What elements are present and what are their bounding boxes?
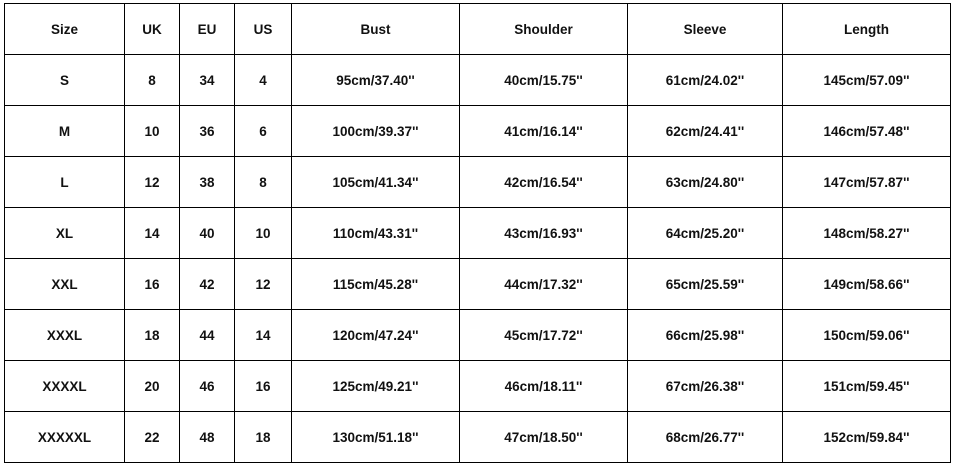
- cell-bust: 120cm/47.24'': [292, 310, 460, 361]
- cell-shoulder: 47cm/18.50'': [460, 412, 628, 463]
- cell-length: 150cm/59.06'': [783, 310, 951, 361]
- column-header-length: Length: [783, 4, 951, 55]
- table-row: [5, 106, 951, 157]
- size-chart-table: [4, 3, 951, 463]
- cell-sleeve: 62cm/24.41'': [628, 106, 783, 157]
- table-row: [5, 412, 951, 463]
- cell-size: XXXXXL: [5, 412, 125, 463]
- cell-us: 12: [235, 259, 292, 310]
- cell-sleeve: 61cm/24.02'': [628, 55, 783, 106]
- table-row: [5, 361, 951, 412]
- cell-eu: 36: [180, 106, 235, 157]
- cell-eu: 48: [180, 412, 235, 463]
- cell-sleeve: 63cm/24.80'': [628, 157, 783, 208]
- cell-shoulder: 43cm/16.93'': [460, 208, 628, 259]
- table-row: [5, 259, 951, 310]
- cell-length: 146cm/57.48'': [783, 106, 951, 157]
- cell-shoulder: 45cm/17.72'': [460, 310, 628, 361]
- cell-shoulder: 41cm/16.14'': [460, 106, 628, 157]
- cell-bust: 115cm/45.28'': [292, 259, 460, 310]
- cell-size: XXL: [5, 259, 125, 310]
- cell-bust: 95cm/37.40'': [292, 55, 460, 106]
- column-header-shoulder: Shoulder: [460, 4, 628, 55]
- cell-uk: 20: [125, 361, 180, 412]
- cell-bust: 110cm/43.31'': [292, 208, 460, 259]
- cell-shoulder: 42cm/16.54'': [460, 157, 628, 208]
- cell-uk: 8: [125, 55, 180, 106]
- column-header-us: US: [235, 4, 292, 55]
- table-header-row: [5, 4, 951, 55]
- cell-eu: 46: [180, 361, 235, 412]
- column-header-uk: UK: [125, 4, 180, 55]
- cell-bust: 105cm/41.34'': [292, 157, 460, 208]
- table-row: [5, 208, 951, 259]
- cell-uk: 12: [125, 157, 180, 208]
- cell-shoulder: 40cm/15.75'': [460, 55, 628, 106]
- cell-us: 16: [235, 361, 292, 412]
- cell-us: 10: [235, 208, 292, 259]
- cell-us: 18: [235, 412, 292, 463]
- cell-sleeve: 64cm/25.20'': [628, 208, 783, 259]
- cell-length: 145cm/57.09'': [783, 55, 951, 106]
- cell-eu: 34: [180, 55, 235, 106]
- table-row: [5, 55, 951, 106]
- table-header: [5, 4, 951, 55]
- cell-eu: 44: [180, 310, 235, 361]
- cell-sleeve: 67cm/26.38'': [628, 361, 783, 412]
- cell-size: S: [5, 55, 125, 106]
- cell-length: 151cm/59.45'': [783, 361, 951, 412]
- cell-us: 14: [235, 310, 292, 361]
- table-row: [5, 157, 951, 208]
- cell-bust: 125cm/49.21'': [292, 361, 460, 412]
- cell-sleeve: 66cm/25.98'': [628, 310, 783, 361]
- cell-size: L: [5, 157, 125, 208]
- cell-uk: 16: [125, 259, 180, 310]
- cell-us: 4: [235, 55, 292, 106]
- cell-shoulder: 46cm/18.11'': [460, 361, 628, 412]
- cell-length: 149cm/58.66'': [783, 259, 951, 310]
- cell-shoulder: 44cm/17.32'': [460, 259, 628, 310]
- cell-us: 6: [235, 106, 292, 157]
- column-header-sleeve: Sleeve: [628, 4, 783, 55]
- cell-bust: 100cm/39.37'': [292, 106, 460, 157]
- cell-eu: 38: [180, 157, 235, 208]
- cell-length: 148cm/58.27'': [783, 208, 951, 259]
- column-header-bust: Bust: [292, 4, 460, 55]
- cell-length: 147cm/57.87'': [783, 157, 951, 208]
- cell-uk: 14: [125, 208, 180, 259]
- cell-uk: 22: [125, 412, 180, 463]
- cell-sleeve: 65cm/25.59'': [628, 259, 783, 310]
- cell-size: M: [5, 106, 125, 157]
- cell-size: XXXXL: [5, 361, 125, 412]
- column-header-size: Size: [5, 4, 125, 55]
- cell-sleeve: 68cm/26.77'': [628, 412, 783, 463]
- cell-eu: 40: [180, 208, 235, 259]
- table-body: [5, 55, 951, 463]
- cell-size: XL: [5, 208, 125, 259]
- cell-uk: 10: [125, 106, 180, 157]
- table-row: [5, 310, 951, 361]
- cell-eu: 42: [180, 259, 235, 310]
- cell-size: XXXL: [5, 310, 125, 361]
- cell-bust: 130cm/51.18'': [292, 412, 460, 463]
- cell-length: 152cm/59.84'': [783, 412, 951, 463]
- column-header-eu: EU: [180, 4, 235, 55]
- cell-uk: 18: [125, 310, 180, 361]
- cell-us: 8: [235, 157, 292, 208]
